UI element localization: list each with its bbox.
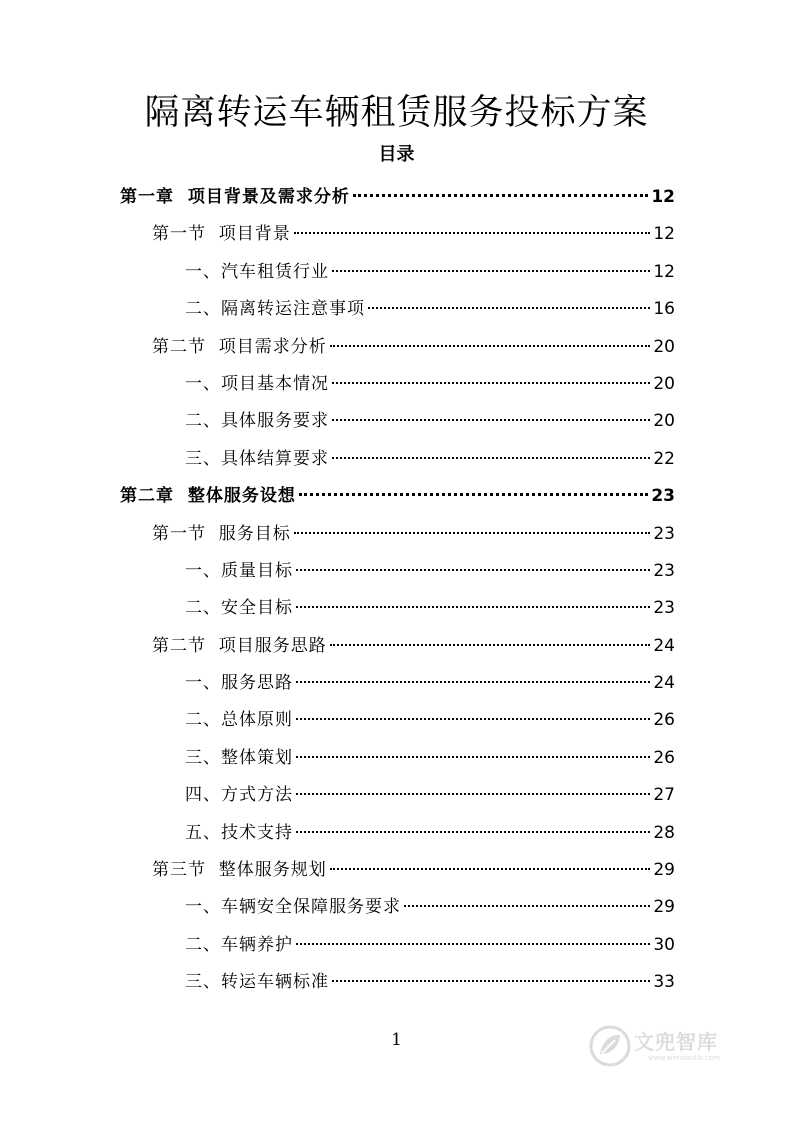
toc-entry-label: 四、方式方法 [185, 785, 293, 806]
toc-entry[interactable] [120, 889, 675, 926]
table-of-contents [120, 179, 675, 1002]
toc-entry[interactable] [120, 516, 675, 553]
toc-entry[interactable] [120, 403, 675, 440]
toc-entry[interactable] [120, 740, 675, 777]
toc-entry[interactable] [120, 553, 675, 590]
toc-entry[interactable] [120, 254, 675, 291]
toc-entry-label: 二、隔离转运注意事项 [185, 299, 365, 320]
toc-entry-page: 23 [653, 523, 675, 544]
toc-leader-dots [296, 756, 650, 758]
toc-entry-page: 26 [653, 710, 675, 731]
toc-entry[interactable] [120, 179, 675, 216]
toc-leader-dots [296, 681, 650, 683]
toc-entry-label: 二、总体原则 [185, 710, 293, 731]
toc-leader-dots [296, 793, 650, 795]
toc-leader-dots [330, 345, 651, 347]
toc-entry-page: 29 [653, 860, 675, 881]
toc-entry-label: 二、具体服务要求 [185, 411, 329, 432]
toc-entry[interactable] [120, 628, 675, 665]
toc-entry-label: 五、技术支持 [185, 822, 293, 843]
toc-leader-dots [332, 980, 650, 982]
toc-entry[interactable] [120, 852, 675, 889]
toc-entry[interactable] [120, 366, 675, 403]
toc-entry-label: 第二节 项目需求分析 [152, 336, 327, 357]
toc-entry[interactable] [120, 927, 675, 964]
toc-entry[interactable] [120, 441, 675, 478]
toc-entry-label: 第一节 项目背景 [152, 224, 291, 245]
toc-leader-dots [404, 905, 650, 907]
toc-entry[interactable] [120, 590, 675, 627]
toc-entry[interactable] [120, 665, 675, 702]
toc-entry-label: 三、整体策划 [185, 747, 293, 768]
toc-leader-dots [294, 232, 651, 234]
toc-entry-page: 20 [653, 373, 675, 394]
toc-entry-page: 12 [653, 261, 675, 282]
toc-entry-label: 一、汽车租赁行业 [185, 261, 329, 282]
toc-leader-dots [296, 569, 650, 571]
toc-leader-dots [296, 606, 650, 608]
toc-entry-page: 12 [651, 187, 675, 207]
toc-leader-dots [332, 457, 650, 459]
toc-entry-label: 一、车辆安全保障服务要求 [185, 897, 401, 918]
toc-leader-dots [294, 532, 651, 534]
toc-entry-label: 第一章 项目背景及需求分析 [120, 187, 350, 207]
toc-entry-label: 三、具体结算要求 [185, 448, 329, 469]
toc-entry-label: 第二章 整体服务设想 [120, 486, 296, 507]
toc-entry-label: 三、转运车辆标准 [185, 972, 329, 993]
watermark-text: 文兜智库 [634, 1030, 718, 1054]
toc-leader-dots [353, 194, 648, 197]
toc-entry-page: 24 [653, 673, 675, 694]
toc-leader-dots [296, 943, 650, 945]
toc-entry-page: 27 [653, 785, 675, 806]
toc-entry-page: 20 [653, 336, 675, 357]
toc-entry[interactable] [120, 478, 675, 515]
toc-entry-label: 二、车辆养护 [185, 934, 293, 955]
toc-entry-page: 12 [653, 224, 675, 245]
toc-entry-label: 一、项目基本情况 [185, 373, 329, 394]
toc-entry[interactable] [120, 777, 675, 814]
toc-entry[interactable] [120, 291, 675, 328]
watermark-logo [588, 1022, 748, 1070]
toc-entry-page: 33 [653, 972, 675, 993]
toc-heading: 目录 [378, 144, 415, 165]
toc-entry-page: 23 [653, 560, 675, 581]
toc-entry-label: 一、质量目标 [185, 560, 293, 581]
watermark-leaf-icon [588, 1024, 632, 1068]
document-title: 隔离转运车辆租赁服务投标方案 [144, 93, 649, 133]
page-number: 1 [391, 1030, 402, 1050]
toc-entry[interactable] [120, 702, 675, 739]
toc-entry[interactable] [120, 329, 675, 366]
toc-entry-page: 28 [653, 822, 675, 843]
toc-entry-label: 第二节 项目服务思路 [152, 635, 327, 656]
toc-entry-page: 20 [653, 411, 675, 432]
toc-leader-dots [296, 718, 650, 720]
toc-leader-dots [296, 831, 650, 833]
toc-leader-dots [330, 868, 651, 870]
toc-entry-label: 第三节 整体服务规划 [152, 860, 327, 881]
toc-entry-page: 30 [653, 934, 675, 955]
toc-entry[interactable] [120, 815, 675, 852]
toc-entry-page: 29 [653, 897, 675, 918]
toc-entry[interactable] [120, 216, 675, 253]
toc-entry-label: 二、安全目标 [185, 598, 293, 619]
toc-entry-label: 一、服务思路 [185, 673, 293, 694]
watermark-url: www.wendoulib.com [648, 1054, 720, 1062]
toc-entry-page: 26 [653, 747, 675, 768]
toc-leader-dots [332, 419, 650, 421]
toc-entry-label: 第一节 服务目标 [152, 523, 291, 544]
toc-leader-dots [332, 382, 650, 384]
toc-leader-dots [368, 307, 650, 309]
toc-entry-page: 23 [653, 598, 675, 619]
toc-entry-page: 24 [653, 635, 675, 656]
toc-entry[interactable] [120, 964, 675, 1001]
toc-entry-page: 23 [651, 486, 675, 507]
toc-leader-dots [332, 270, 650, 272]
toc-entry-page: 16 [653, 299, 675, 320]
toc-leader-dots [299, 493, 648, 496]
toc-leader-dots [330, 644, 651, 646]
toc-entry-page: 22 [653, 448, 675, 469]
